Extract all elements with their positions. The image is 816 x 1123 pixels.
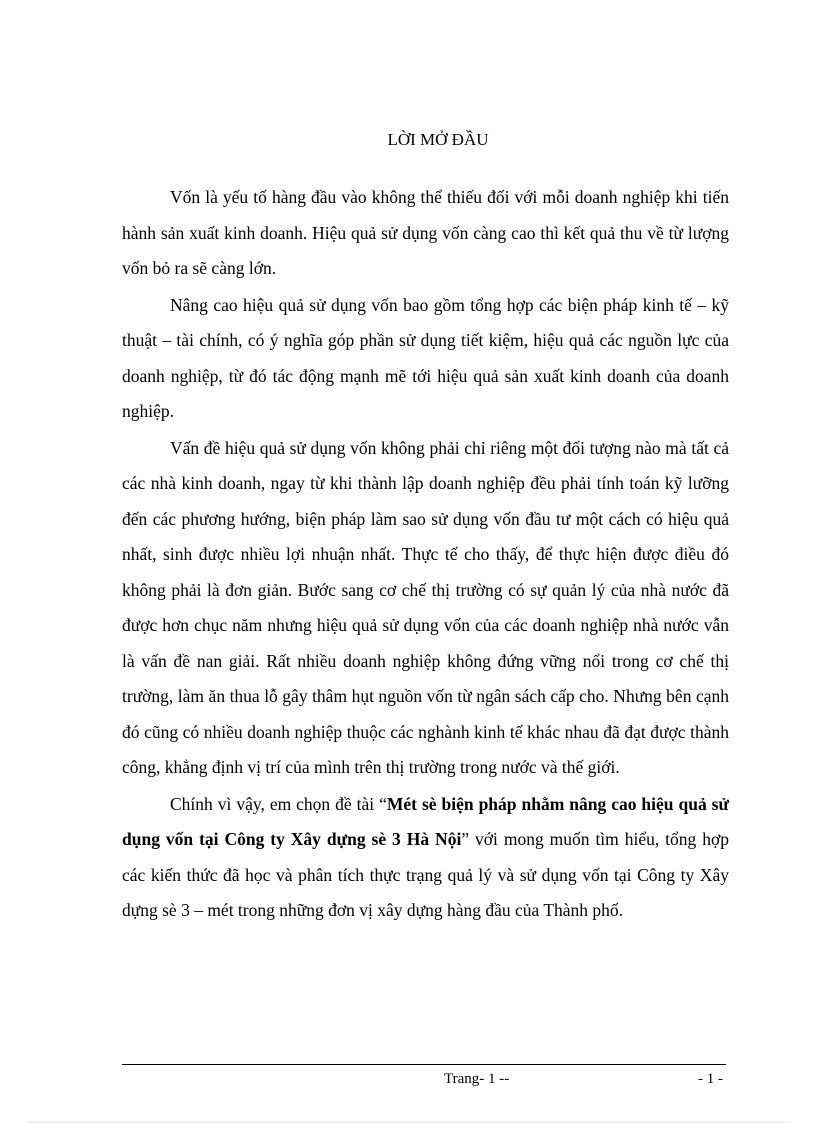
thesis-topic-title: Mét sè biện pháp nhằm nâng cao hiệu quả sử dụng vốn tại Công ty Xây dựng sè 3 Hà Nội (122, 793, 729, 849)
paragraph-3: Vấn đề hiệu quả sử dụng vốn không phải chỉ riêng một đối tượng nào mà tất cả các nhà kinh doanh, ngay từ khi thành lập doanh nghiệp đều phải tính toán kỹ lưỡng đến các phương hướng, biện pháp làm sao sử dụng vốn đầu tư một cách có hiệu quả nhất, sinh được nhiều lợi nhuận nhất. Thực tế cho thấy, để thực hiện được điều đó không phải là đơn giản. Bước sang cơ chế thị trường có sự quản lý của nhà nước đã được hơn chục năm nhưng hiệu quả sử dụng vốn của các doanh nghiệp nhà nước vẫn là vấn đề nan giải. Rất nhiều doanh nghiệp không đứng vững nổi trong cơ chế thị trường, làm ăn thua lỗ gây thâm hụt nguồn vốn từ ngân sách cấp cho. Nhưng bên cạnh đó cũng có nhiều doanh nghiệp thuộc các nghành kinh tế khác nhau đã đạt được thành công, khẳng định vị trí của mình trên thị trường trong nước và thế giới. (122, 437, 729, 777)
paragraph-4 (122, 787, 729, 929)
paragraph-1: Vốn là yếu tố hàng đầu vào không thể thiếu đối với mỗi doanh nghiệp khi tiến hành sản xuất kinh doanh. Hiệu quả sử dụng vốn càng cao thì kết quả thu về từ lượng vốn bỏ ra sẽ càng lớn. (122, 187, 729, 278)
paragraph-4-rest: ” với mong muốn tìm hiểu, tổng hợp các kiến thức đã học và phân tích thực trạng quả lý và sử dụng vốn tại Công ty Xây dựng sè 3 – mét trong những đơn vị xây dựng hàng đầu của Thành phố. (122, 829, 729, 920)
footer-page-label: Trang- 1 -- (444, 1071, 510, 1087)
document-body (122, 180, 729, 930)
paragraph-4-intro: Chính vì vậy, em chọn đề tài “ (170, 793, 387, 814)
footer-page-number: - 1 - (698, 1071, 723, 1087)
paragraph-2: Nâng cao hiệu quả sử dụng vốn bao gồm tổng hợp các biện pháp kinh tế – kỹ thuật – tài chính, có ý nghĩa góp phần sử dụng tiết kiệm, hiệu quả các nguồn lực của doanh nghiệp, từ đó tác động mạnh mẽ tới hiệu quả sản xuất kinh doanh của doanh nghiệp. (122, 294, 729, 421)
footer-divider (122, 1064, 726, 1065)
page-title: LỜI MỞ ĐẦU (387, 130, 489, 149)
